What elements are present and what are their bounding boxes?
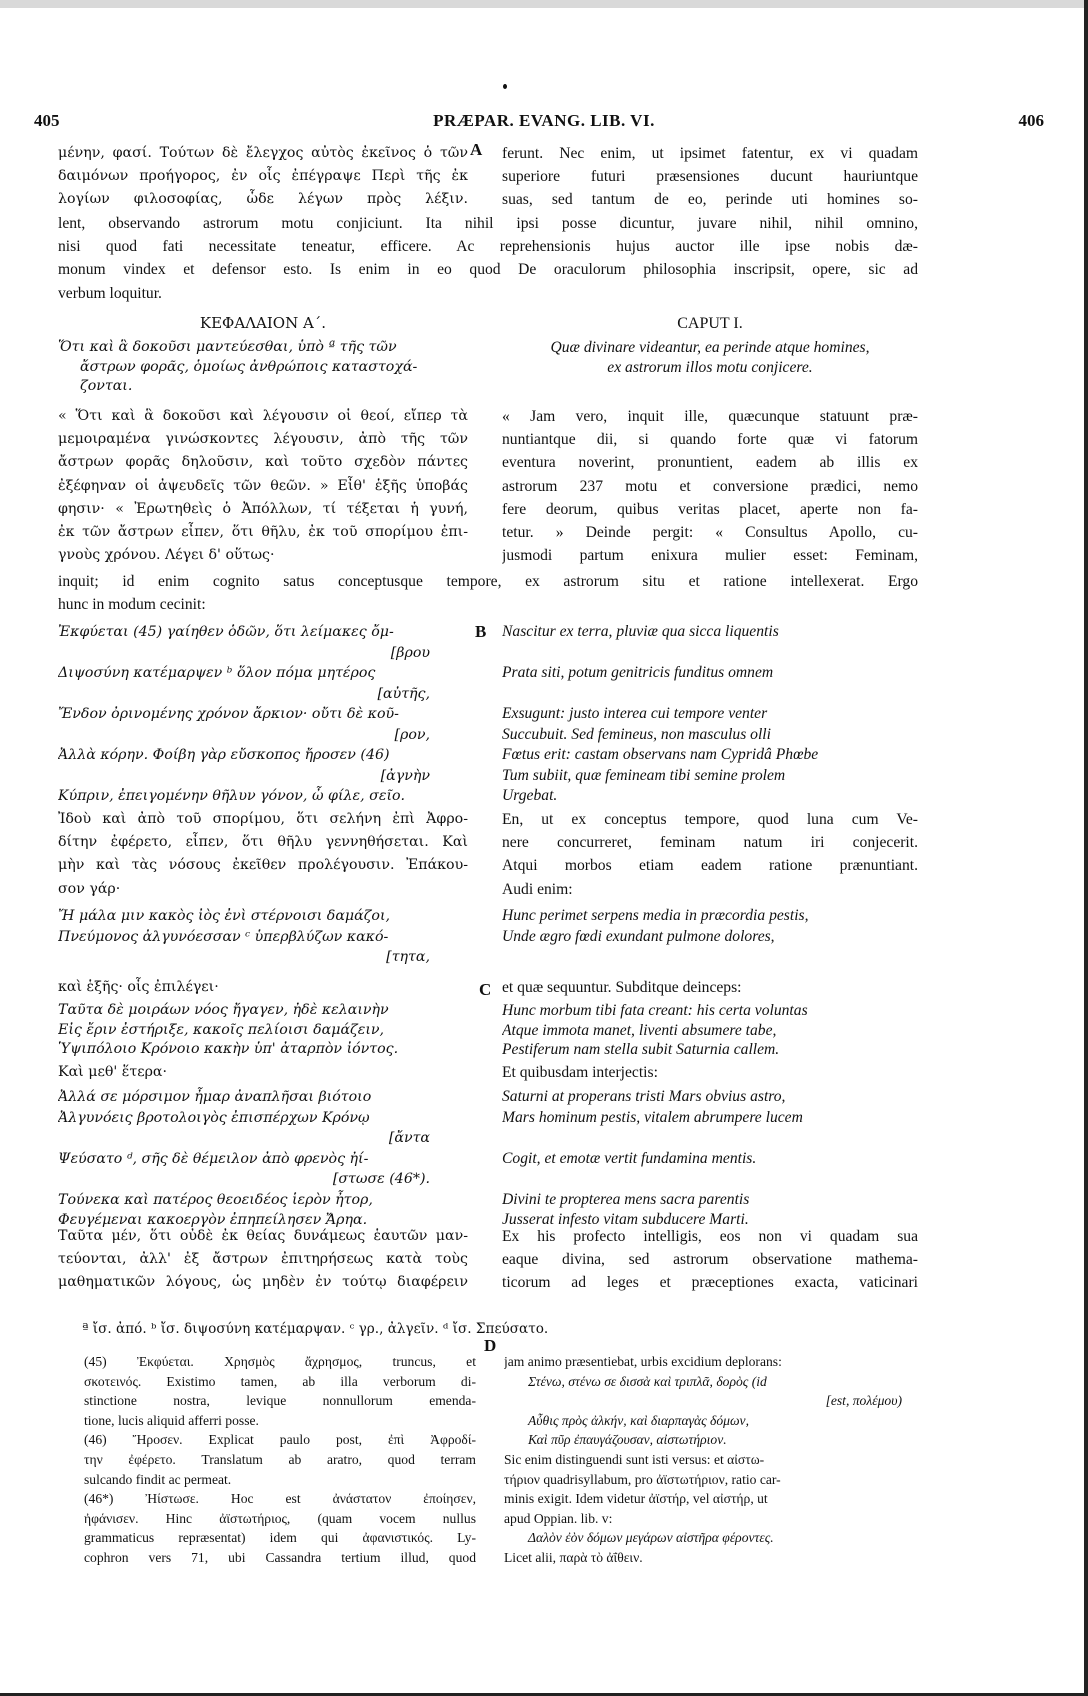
verse-line xyxy=(502,643,918,664)
text-line: hunc in modum cecinit: xyxy=(58,596,206,614)
margin-marker-c: C xyxy=(479,980,492,999)
verse-2-latin xyxy=(502,906,918,947)
verse-3-latin xyxy=(502,1001,918,1060)
text-line: Ταῦτα μέν, ὅτι οὐδὲ ἐκ θείας δυνάμεως ἑαυτῶν μαν- xyxy=(58,1228,468,1244)
text-line: ζονται. xyxy=(80,378,133,394)
note-line: jam animo præsentiebat, urbis excidium deplorans: xyxy=(504,1354,782,1369)
text-line: superiore futuri præsensiones ducunt hauriuntque xyxy=(502,168,918,186)
running-title: PRÆPAR. EVANG. LIB. VI. xyxy=(433,111,655,130)
chapter-heading-latin: CAPUT I. xyxy=(677,315,743,332)
verse-line: Ἀλλὰ κόρην. Φοίβη γὰρ εὔσκοπος ἤροσεν (46) xyxy=(58,747,390,763)
text-line: Audi enim: xyxy=(502,880,573,898)
text-line: « Jam vero, inquit ille, quæcunque statuunt præ- xyxy=(502,408,918,425)
text-line: lent, observando astrorum motu conjiciunt. Ita nihil ipsi posse dicuntur, juvare nihil, nihil omnino, xyxy=(58,215,918,232)
text-line: λογίων φιλοσοφίας, ὧδε λέγων πρὸς λέξιν. xyxy=(58,191,468,208)
text-line: Ἰδοὺ καὶ ἀπὸ τοῦ σπορίμου, ὅτι σελήνη ἐπὶ Ἀφρο- xyxy=(58,811,468,827)
note-line: (45) Ἐκφύεται. Χρησμὸς ἄχρησμος, truncus, et xyxy=(84,1354,476,1369)
verse-line xyxy=(502,1169,918,1190)
verse-line: Urgebat. xyxy=(502,787,558,804)
text-line: inquit; id enim cognito satus conceptusque tempore, ex astrorum situ et ratione intellexerat. Ergo xyxy=(58,573,918,590)
verse-1-greek xyxy=(58,622,468,807)
text-line: ἐκ τῶν ἄστρων εἶπεν, ὅτι θῆλυ, ἐκ τοῦ σπορίμου ἐπι- xyxy=(58,523,468,540)
paragraph-1-full-width xyxy=(58,570,918,616)
note-line: Sic enim distinguendi sunt isti versus: et αἰστω- xyxy=(504,1451,765,1467)
note-line: (46*) Ἠίστωσε. Hoc est ἀνάστατον ἐποίησεν, xyxy=(84,1491,476,1507)
margin-marker-d: D xyxy=(484,1336,497,1355)
verse-line: Divini te propterea mens sacra parentis xyxy=(502,1190,750,1208)
note-line: τήριον quadrisyllabum, pro ἀϊστωτήριον, ratio car- xyxy=(504,1471,781,1487)
verse-line: Ἀλγυνόεις βροτολοιγὸς ἐπισπέρχων Κρόνῳ xyxy=(58,1109,370,1126)
verse-continuation: [ρον, xyxy=(394,726,430,743)
text-line: γνοὺς χρόνου. Λέγει δ' οὕτως· xyxy=(58,547,275,564)
text-line: ἄστρων φορᾶς, ὁμοίως ἀνθρώποις καταστοχά- xyxy=(80,358,418,375)
paragraph-3-latin: et quæ sequuntur. Subditque deinceps: xyxy=(502,979,742,996)
running-header xyxy=(34,111,1054,137)
verse-line: Cogit, et emotæ vertit fundamina mentis. xyxy=(502,1149,757,1167)
notes-right-column xyxy=(504,1352,918,1568)
verse-line: Tum subiit, quæ femineam tibi semine prolem xyxy=(502,766,786,784)
verse-continuation: [τητα, xyxy=(386,949,430,965)
text-line: μένην, φασί. Τούτων δὲ ἔλεγχος αὐτὸς ἐκεῖνος ὁ τῶν xyxy=(58,145,468,161)
text-line: Ὅτι καὶ ἃ δοκοῦσι μαντεύεσθαι, ὑπὸ ª τῆς τῶν xyxy=(58,339,397,355)
verse-line: Jusserat infesto vitam subducere Marti. xyxy=(502,1211,749,1228)
margin-marker-a: A xyxy=(470,140,483,159)
verse-line: Εἰς ἔριν ἐστήριξε, κακοῖς πελίοισι δαμάζειν, xyxy=(58,1021,385,1038)
verse-line: Τούνεκα καὶ πατέρος θεοειδέος ἱερὸν ἦτορ, xyxy=(58,1191,373,1208)
verse-line: Mars hominum pestis, vitalem abrumpere lucem xyxy=(502,1108,803,1126)
text-line: Quæ divinare videantur, ea perinde atque homines, xyxy=(550,339,870,356)
verse-line: Ἐκφύεται (45) γαίηθεν ὁδῶν, ὅτι λείμακες ὄμ- xyxy=(58,624,394,640)
text-line: ἐξέφηναν οἱ ἀψευδεῖς τῶν θεῶν. » Εἶθ' ἑξῆς ὑποβάς xyxy=(58,477,468,494)
scan-edge-top xyxy=(0,0,1088,8)
text-line: Ex his profecto intelligis, eos non vi quadam sua xyxy=(502,1228,918,1245)
verse-continuation: [στωσε (46*). xyxy=(332,1171,430,1187)
verse-line: Ταῦτα δὲ μοιράων νόος ἤγαγεν, ἠδὲ κελαινὴν xyxy=(58,1002,389,1018)
verse-2-greek xyxy=(58,906,468,968)
text-line: τεύονται, ἀλλ' ἐξ ἄστρων ἐπιτηρήσεως κατὰ τοὺς xyxy=(58,1251,468,1268)
text-line: σον γάρ· xyxy=(58,880,121,897)
text-line: nere concurreret, feminam natum iri conjecerit. xyxy=(502,834,918,852)
verse-continuation: [βρου xyxy=(390,644,430,661)
verse-line: Hunc perimet serpens media in præcordia pestis, xyxy=(502,907,809,924)
text-line: « Ὅτι καὶ ἃ δοκοῦσι καὶ λέγουσιν οἱ θεοί, εἴπερ τὰ xyxy=(58,408,468,424)
paragraph-4-greek: Καὶ μεθ' ἕτερα· xyxy=(58,1064,168,1080)
note-line: [est, πολέμου) xyxy=(825,1393,902,1409)
text-line: δίτην ἐφέρετο, εἶπεν, ὅτι θῆλυ γεννηθήσεται. Καὶ xyxy=(58,834,468,851)
verse-continuation: [ἄντα xyxy=(388,1130,430,1146)
verse-continuation: [αὐτῆς, xyxy=(377,685,430,702)
note-line: (46) Ἤροσεν. Explicat paulo post, ἐπὶ Ἀφροδί- xyxy=(84,1432,476,1448)
page-number-left: 405 xyxy=(34,111,60,130)
greek-footnotes: ª ἴσ. ἀπό. ᵇ ἴσ. διψοσύνη κατέμαρψαν. ᶜ γρ., ἀλγεῖν. ᵈ ἴσ. Σπεύσατο. xyxy=(82,1321,549,1337)
note-line: Στένω, στένω σε δισσὰ καὶ τριπλᾶ, δορὸς (id xyxy=(528,1373,767,1389)
note-line: Δαλὸν ἐὸν δόμων μεγάρων αἰστῆρα φέροντες. xyxy=(528,1530,774,1546)
paragraph-1-latin xyxy=(502,405,918,567)
paragraph-2-greek xyxy=(58,808,468,901)
text-line: monum vindex et defensor esto. Is enim in eo quod De oraculorum philosophia inscripsit, opere, sic ad xyxy=(58,261,918,279)
verse-line: Nascitur ex terra, pluviæ qua sicca liquentis xyxy=(502,623,779,640)
verse-3-greek xyxy=(58,1001,468,1060)
text-line: eaque divina, sed astrorum observatione mathema- xyxy=(502,1251,918,1269)
text-line: μεμοιραμένα γινώσκοντες λέγουσιν, ἀπὸ τῆς τῶν xyxy=(58,431,468,448)
verse-line: Unde ægro fœdi exundant pulmone dolores, xyxy=(502,927,775,945)
text-line: ἄστρων φορᾶς δηλοῦσιν, καὶ τοῦτο σχεδὸν πάντες xyxy=(58,454,468,471)
verse-line: Ψεύσατο ᵈ, σῆς δὲ θέμειλον ἀπὸ φρενὸς ἠί- xyxy=(58,1150,369,1167)
text-line: μὴν καὶ τὰς νόσους ἐκεῖθεν προλέγουσιν. Ἐπάκου- xyxy=(58,857,468,874)
note-line: apud Oppian. lib. v: xyxy=(504,1510,613,1526)
verse-line: Atque immota manet, liventi absumere tabe, xyxy=(502,1021,777,1039)
chapter-summary-latin xyxy=(502,338,918,377)
page-number-right: 406 xyxy=(1018,111,1044,130)
paragraph-2-latin xyxy=(502,808,918,901)
note-line: tione, lucis aliquid afferri posse. xyxy=(84,1412,259,1428)
verse-line: Fœtus erit: castam observans nam Cypridâ Phœbe xyxy=(502,746,819,763)
paragraph-5-greek xyxy=(58,1225,468,1295)
verse-line: Saturni at properans tristi Mars obvius astro, xyxy=(502,1088,786,1105)
note-line: cophron vers 71, ubi Cassandra tertium illud, quod xyxy=(84,1549,476,1565)
chapter-summary-greek xyxy=(58,338,468,397)
text-line: nuntiantque dii, si quando forte quæ vi fatorum xyxy=(502,431,918,449)
text-line: Atqui morbos etiam eadem ratione prænuntiant. xyxy=(502,857,918,875)
verse-line: Hunc morbum tibi fata creant: his certa voluntas xyxy=(502,1002,808,1019)
verse-line: Κύπριν, ἐπειγομένην θῆλυν γόνον, ὦ φίλε, σεῖο. xyxy=(58,788,406,804)
note-line: ἠφάνισεν. Hinc ἀϊστωτήριος, (quam vocem nullus xyxy=(84,1510,476,1526)
verse-line: Succubuit. Sed femineus, non masculus olli xyxy=(502,725,771,743)
verse-line: Ὑψιπόλοιο Κρόνοιο κακὴν ὑπ' ἀταρπὸν ἰόντος. xyxy=(58,1041,399,1057)
note-line: Licet alii, παρὰ τὸ ἀΐθειν. xyxy=(504,1549,643,1565)
text-line: δαιμόνων προήγορος, ἐν οἷς ἐπέγραψε Περὶ τῆς ἐκ xyxy=(58,168,468,185)
verse-line: Ἀλλά σε μόρσιμον ἦμαρ ἀναπλῆσαι βιότοιο xyxy=(58,1089,372,1105)
paragraph-1-greek xyxy=(58,405,468,567)
verse-line: Exsugunt: justo interea cui tempore venter xyxy=(502,705,768,722)
note-line: grammaticus repræsentat) idem qui ἀφανιστικός. Ly- xyxy=(84,1530,476,1546)
verse-line xyxy=(502,684,918,705)
text-line: eventura noverint, pronuntient, eadem ab illis ex xyxy=(502,454,918,472)
chapter-heading-greek: ΚΕΦΑΛΑΙΟΝ Α΄. xyxy=(199,314,327,332)
note-line: minis exigit. Idem videtur ἀϊστήρ, vel αἰστήρ, ut xyxy=(504,1491,768,1507)
note-line: stinctione nostra, levique nonnullorum emenda- xyxy=(84,1393,476,1409)
text-line: ticorum ad leges et præceptiones exacta, vaticinari xyxy=(502,1274,918,1292)
paragraph-5-latin xyxy=(502,1225,918,1295)
text-line: tetur. » Deinde pergit: « Consultus Apollo, cu- xyxy=(502,523,918,541)
text-line: verbum loquitur. xyxy=(58,284,162,302)
text-line: φησιν· « Ἐρωτηθεὶς ὁ Ἀπόλλων, τί τέξεται ἡ γυνή, xyxy=(58,500,468,517)
verse-line: Διψοσύνη κατέμαρψεν ᵇ ὅλον πόμα μητέρος xyxy=(58,665,376,681)
intro-greek xyxy=(58,142,468,212)
text-line: μαθηματικῶν λόγους, ὡς μηδὲν ἐν τούτῳ διαφέρειν xyxy=(58,1274,468,1291)
text-line: En, ut ex conceptus tempore, quod luna cum Ve- xyxy=(502,811,918,828)
verse-line: Φευγέμεναι κακοεργὸν ἐπηπείλησεν Ἄρηα. xyxy=(58,1212,368,1228)
note-line: Αὖθις πρὸς ἀλκήν, καὶ διαρπαγὰς δόμων, xyxy=(528,1412,749,1428)
verse-line xyxy=(502,1128,918,1149)
margin-marker-b: B xyxy=(475,622,487,641)
text-line: fere deorum, quibus veritas placet, aperte non fa- xyxy=(502,500,918,518)
verse-line: Pestiferum nam stella subit Saturnia callem. xyxy=(502,1041,780,1058)
text-line: suas, sed tantum de eo, perinde uti homines so- xyxy=(502,191,918,209)
notes-left-column xyxy=(84,1352,476,1568)
verse-1-latin xyxy=(502,622,918,807)
verse-line: Πνεύμονος ἀλγυνόεσσαν ᶜ ὑπερβλύζων κακό- xyxy=(58,928,389,945)
note-line: sulcando findit ac permeat. xyxy=(84,1471,232,1487)
note-line: την ἐφέρετο. Translatum ab aratro, quod terram xyxy=(84,1451,476,1467)
intro-full-width xyxy=(58,212,918,305)
verse-line: Ἔνδον ὀρινομένης χρόνον ἄρκιον· οὔτι δὲ κοῦ- xyxy=(58,706,399,722)
text-line: jusmodi partum enixura mulier esset: Feminam, xyxy=(502,547,918,565)
verse-4-latin xyxy=(502,1087,918,1231)
note-line: Καὶ πῦρ ἐπαυγάζουσαν, αἰστωτήριον. xyxy=(528,1432,727,1448)
paragraph-3-greek: καὶ ἑξῆς· οἷς ἐπιλέγει· xyxy=(58,979,219,995)
scan-edge-right xyxy=(1084,0,1088,1696)
verse-continuation: [ἀγνὴν xyxy=(380,767,430,784)
paragraph-4-latin: Et quibusdam interjectis: xyxy=(502,1064,658,1081)
intro-latin xyxy=(502,142,918,212)
text-line: nisi quod fati necessitate teneatur, efficere. Ac reprehensionis hujus auctor ille ipse nobis dæ- xyxy=(58,238,918,256)
verse-line: Prata siti, potum genitricis funditus omnem xyxy=(502,664,774,681)
verse-line: Ἤ μάλα μιν κακὸς ἰὸς ἐνὶ στέρνοισι δαμάζοι, xyxy=(58,908,391,924)
text-line: ex astrorum illos motu conjicere. xyxy=(607,358,813,376)
verse-4-greek xyxy=(58,1087,468,1231)
note-line: σκοτεινός. Existimo tamen, ab illa verborum di- xyxy=(84,1373,476,1389)
ink-dot xyxy=(503,84,507,89)
text-line: ferunt. Nec enim, ut ipsimet fatentur, ex vi quadam xyxy=(502,145,918,162)
text-line: astrorum 237 motu et conversione prædici, nemo xyxy=(502,477,918,495)
